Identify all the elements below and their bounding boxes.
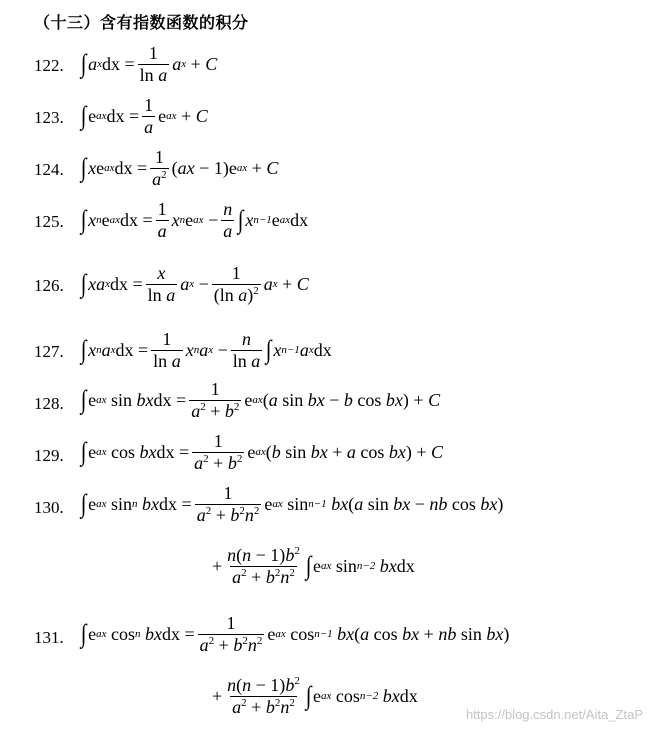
formula-number: 129.	[34, 446, 64, 465]
section-heading: （十三）含有指数函数的积分	[34, 13, 249, 32]
formula-131-line2: + $\frac{n(n - 1)b^2}{a^2 + b^2n^2}$ ∫ e ax cos n−2 bx dx	[212, 674, 418, 717]
formula-number: 124.	[34, 160, 64, 179]
formula-number: 123.	[34, 108, 64, 127]
formula-124: ∫ x e ax dx = $\frac{1}{a^2}$ ( ax − 1)e ax + C	[80, 147, 279, 189]
formula-130-line1: ∫ e ax sin n bx dx = $\frac{1}{a^2 + b^2n^2}$ e ax sin n−1 bx ( a sin bx − nb cos bx )	[80, 483, 504, 525]
formula-number: 125.	[34, 212, 64, 231]
formula-number: 128.	[34, 394, 64, 413]
formula-number: 130.	[34, 498, 64, 517]
formula-123: ∫ e ax dx = $\frac{1}{a}$ e ax + C	[80, 95, 208, 137]
formula-number: 127.	[34, 342, 64, 361]
formula-126: ∫ xa x dx = $\frac{x}{\text{ln a}}$ a x − $\frac{1}{(\ln a)^2}$ a x + C	[80, 263, 309, 305]
formula-127: ∫ x n a x dx = $\frac{1}{\text{ln a}}$ x n a x − $\frac{n}{\text{ln a}}$ ∫ x n−1 a x dx	[80, 329, 332, 371]
watermark: https://blog.csdn.net/Aita_ZtaP	[465, 707, 643, 722]
formula-129: ∫ e ax cos bx dx = $\frac{1}{a^2 + b^2}$ e ax ( b sin bx + a cos bx ) + C	[80, 431, 444, 473]
formula-122: ∫ a x dx = $\frac{1}{\text{ln a}}$ a x + C	[80, 43, 218, 85]
formula-125: ∫ x n e ax dx = $\frac{1}{a}$ x n e ax − $\frac{n}{a}$ ∫ x n−1 e ax dx	[80, 199, 309, 241]
formula-number: 126.	[34, 276, 64, 295]
formula-128: ∫ e ax sin bx dx = $\frac{1}{a^2 + b^2}$ e ax ( a sin bx − b cos bx ) + C	[80, 379, 441, 421]
formula-number: 122.	[34, 56, 64, 75]
formula-130-line2: + $\frac{n(n - 1)b^2}{a^2 + b^2n^2}$ ∫ e ax sin n−2 bx dx	[212, 544, 415, 587]
formula-131-line1: ∫ e ax cos n bx dx = $\frac{1}{a^2 + b^2n^2}$ e ax cos n−1 bx ( a cos bx + nb sin bx )	[80, 613, 510, 655]
formula-number: 131.	[34, 628, 64, 647]
